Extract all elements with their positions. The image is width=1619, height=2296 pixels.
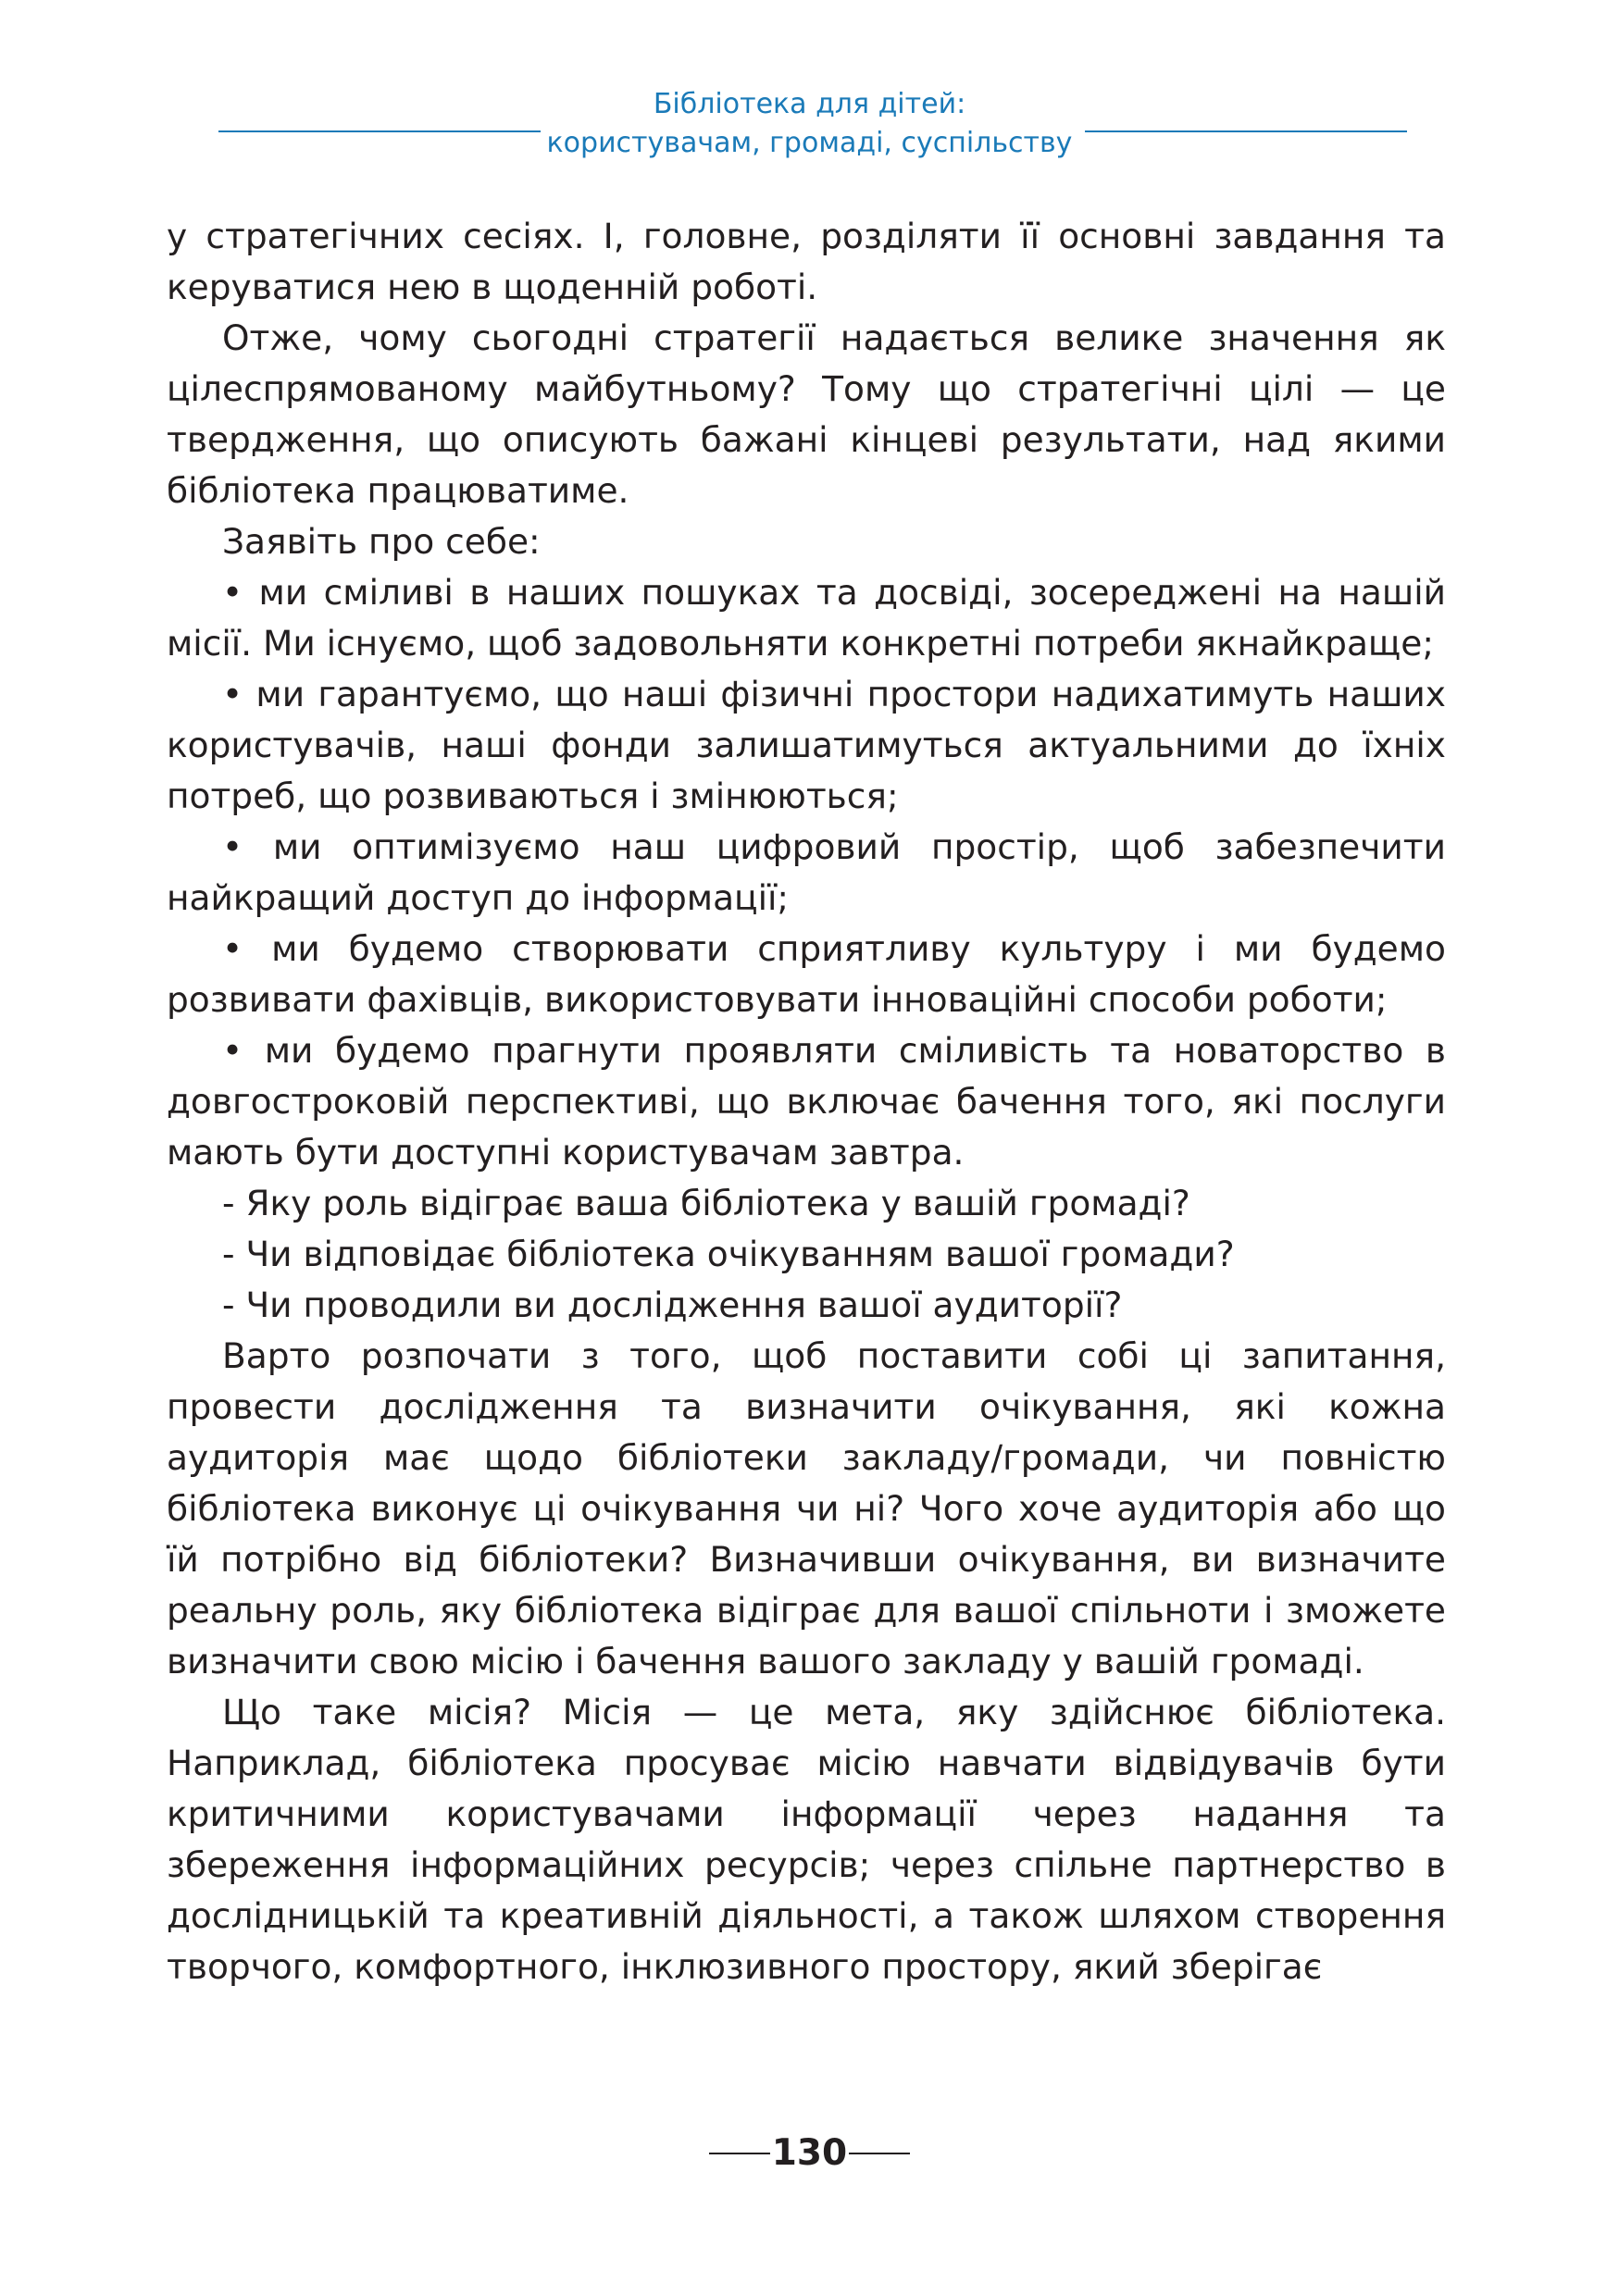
bullet-item: • ми сміливі в наших пошуках та досвіді, зосереджені на нашій місії. Ми існуємо, щоб задовольняти конкретні потреби якнайкраще; bbox=[167, 572, 1446, 664]
bullet-item: • ми оптимізуємо наш цифровий простір, щоб забезпечити найкращий доступ до інформації; bbox=[167, 826, 1446, 918]
question-item: - Чи відповідає бібліотека очікуванням вашої громади? bbox=[222, 1234, 1235, 1274]
bullet-item: • ми будемо прагнути проявляти сміливість та новаторство в довгостроковій перспективі, що включає бачення того, які послуги мають бути доступні користувачам завтра. bbox=[167, 1030, 1446, 1173]
footer-rule-right bbox=[849, 2153, 910, 2154]
bullet-item: • ми гарантуємо, що наші фізичні простори надихатимуть наших користувачів, наші фонди залишатимуться актуальними до їхніх потреб, що розвиваються і змінюються; bbox=[167, 674, 1446, 816]
body-text bbox=[167, 211, 1446, 1992]
question-item: - Яку роль відіграє ваша бібліотека у вашій громаді? bbox=[222, 1183, 1190, 1223]
paragraph: Отже, чому сьогодні стратегії надається велике значення як цілеспрямованому майбутньому? Тому що стратегічні цілі — це твердження, що описують бажані кінцеві результати, над якими бібліотека працюватиме. bbox=[167, 317, 1446, 511]
page-number: 130 bbox=[771, 2131, 848, 2174]
paragraph: Що таке місія? Місія — це мета, яку здійснює бібліотека. Наприклад, бібліотека просуває місію навчати відвідувачів бути критичними користувачами інформації через надання та збереження інформаційних ресурсів; через спільне партнерство в дослідницькій та креативній діяльності, а також шляхом створення творчого, комфортного, інклюзивного простору, який зберігає bbox=[167, 1692, 1446, 1987]
paragraph: Заявіть про себе: bbox=[222, 521, 541, 562]
header-title-line1: Бібліотека для дітей: bbox=[653, 88, 966, 120]
paragraph: у стратегічних сесіях. І, головне, розділяти її основні завдання та керуватися нею в щоденній роботі. bbox=[167, 216, 1446, 307]
bullet-item: • ми будемо створювати сприятливу культуру і ми будемо розвивати фахівців, використовувати інноваційні способи роботи; bbox=[167, 928, 1446, 1020]
running-header bbox=[0, 85, 1619, 163]
page-footer bbox=[0, 2128, 1619, 2177]
footer-rule-left bbox=[709, 2153, 770, 2154]
header-rule-left bbox=[218, 130, 541, 132]
question-item: - Чи проводили ви дослідження вашої аудиторії? bbox=[222, 1285, 1123, 1325]
header-rule-right bbox=[1085, 130, 1407, 132]
header-title-line2: користувачам, громаді, суспільству bbox=[546, 127, 1073, 159]
paragraph: Варто розпочати з того, щоб поставити собі ці запитання, провести дослідження та визначити очікування, які кожна аудиторія має щодо бібліотеки закладу/громади, чи повністю бібліотека виконує ці очікування чи ні? Чого хоче аудиторія або що їй потрібно від бібліотеки? Визначивши очікування, ви визначите реальну роль, яку бібліотека відіграє для вашої спільноти і зможете визначити свою місію і бачення вашого закладу у вашій громаді. bbox=[167, 1335, 1446, 1682]
